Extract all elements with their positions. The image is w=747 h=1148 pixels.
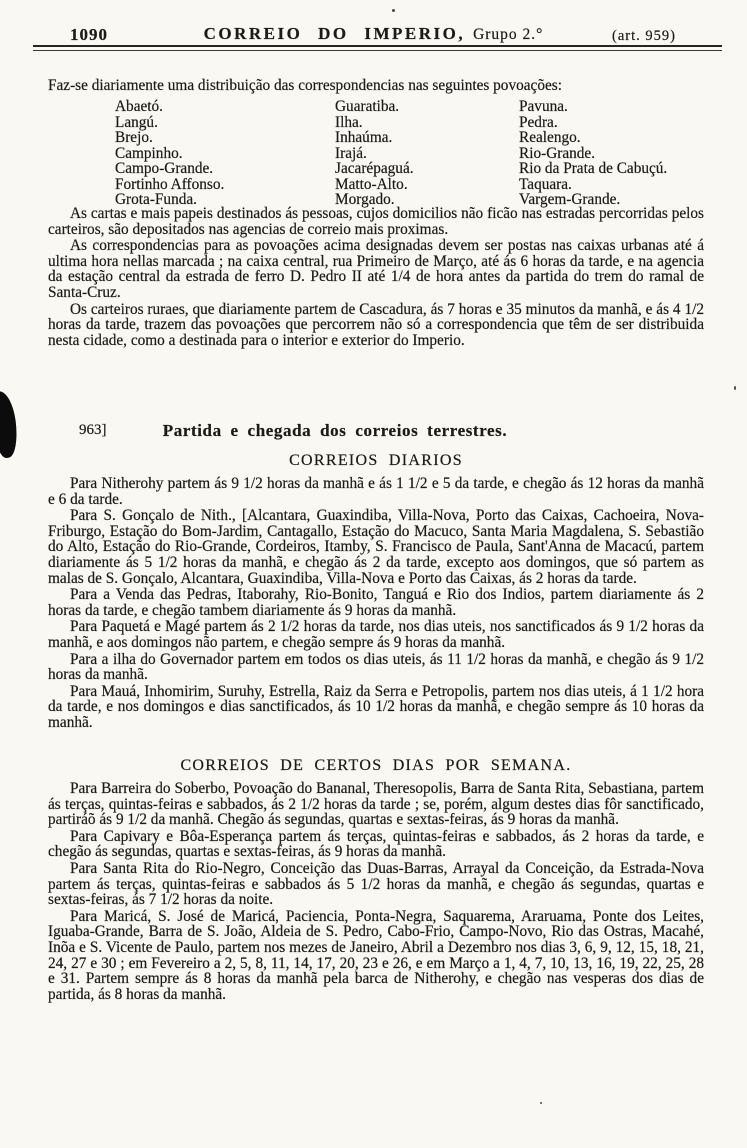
body-paragraph: Para Capivary e Bôa-Esperança partem ás terças, quintas-feiras e sabbados, ás 2 horas da tarde, e chegão ás segundas, quartas e sextas-feiras, ás 9 horas da manhã. (48, 827, 704, 861)
town-item: Inhaúma. (335, 129, 393, 147)
town-item: Pedra. (519, 113, 558, 131)
town-item: Langú. (115, 113, 158, 131)
body-paragraph: Para a ilha do Governador partem em todos os dias uteis, ás 11 1/2 horas da manhã, e chegão ás 9 1/2 horas da manhã. (48, 650, 704, 684)
town-item: Campo-Grande. (115, 160, 214, 178)
body-paragraph: Para Santa Rita do Rio-Negro, Conceição das Duas-Barras, Arrayal da Conceição, da Estrada-Nova partem ás terças, quintas-feiras e sabbados ás 5 1/2 horas da manhã, e chegão ás segundas, quartas e sextas-feiras, ás 7 1/2 horas da noite. (48, 859, 704, 909)
noise-speck (540, 1102, 542, 1104)
noise-speck (734, 386, 736, 390)
article-reference: (art. 959) (612, 28, 676, 44)
body-paragraph: Para Paquetá e Magé partem ás 2 1/2 horas da tarde, nos dias uteis, nos sanctificados ás 9 1/2 horas da manhã, e aos domingos não partem, e chegão sempre ás 9 horas da manhã. (48, 618, 704, 651)
header-double-rule (33, 45, 722, 51)
towns-column-2 (335, 99, 414, 208)
town-item: Ilha. (335, 113, 363, 131)
ink-blot-artifact (0, 390, 20, 459)
town-item: Abaetó. (115, 98, 163, 115)
body-paragraph: Para Nitherohy partem ás 9 1/2 horas da manhã e ás 1 1/2 e 5 da tarde, e chegão ás 12 horas da manhã e 6 da tarde. (48, 475, 704, 508)
town-item: Pavuna. (519, 98, 568, 115)
subheading-daily-mails: CORREIOS DIARIOS (289, 452, 463, 469)
body-paragraph: Para Maricá, S. José de Maricá, Paciencia, Ponta-Negra, Saquarema, Araruama, Ponte dos Leites, Iguaba-Grande, Barra de S. João, Aldeia de S. Pedro, Cabo-Frio, Campo-Novo, Rio das Ostras, Macahé, Inõa e S. Vicente de Paulo, partem nos mezes de Janeiro, Abril a Dezembro nos dias 3, 6, 9, 12, 15, 18, 21, 24, 27 e 30 ; em Fevereiro a 2, 5, 8, 11, 14, 17, 20, 23 e 26, e em Março a 1, 4, 7, 10, 13, 16, 19, 22, 25, 28 e 31. Partem sempre ás 8 horas da manhã pela barca de Nitherohy, e chegão nas vesperas dos dias de partida, ás 8 horas da manhã. (48, 907, 704, 1003)
town-item: Fortinho Affonso. (115, 175, 225, 193)
towns-list (48, 99, 704, 209)
town-item: Brejo. (115, 129, 153, 147)
intro-paragraph: Faz-se diariamente uma distribuição das correspondencias nas seguintes povoações: (48, 77, 562, 94)
body-paragraph: Os carteiros ruraes, que diariamente partem de Cascadura, ás 7 horas e 35 minutos da manhã, e ás 4 1/2 horas da tarde, trazem das povoações que percorrem não só a correspondencia que têm de ser distribuida nesta cidade, como a destinada para o interior e exterior do Imperio. (48, 300, 704, 349)
body-paragraph: As cartas e mais papeis destinados ás pessoas, cujos domicilios não ficão nas estradas percorridas pelos carteiros, são depositados nas agencias de correio mais proximas. (48, 205, 704, 238)
masthead-title: CORREIO DO IMPERIO, (203, 24, 466, 43)
town-item: Jacarépaguá. (335, 160, 414, 178)
town-item: Realengo. (519, 129, 581, 147)
body-paragraph: Para Mauá, Inhomirim, Suruhy, Estrella, Raiz da Serra e Petropolis, partem nos dias uteis, á 1 1/2 hora da tarde, e nos domingos e dias sanctificados, ás 10 1/2 horas da manhã, e chegão sempre ás 10 horas da manhã. (48, 682, 704, 731)
general-instructions (48, 206, 704, 349)
towns-column-1 (115, 99, 224, 208)
town-item: Taquara. (519, 175, 572, 193)
subheading-weekly-mails: CORREIOS DE CERTOS DIAS POR SEMANA. (180, 757, 572, 774)
body-paragraph: Para a Venda das Pedras, Itaborahy, Rio-Bonito, Tanguá e Rio dos Indios, partem diariamente ás 2 horas da tarde, e chegão tambem diariamente ás 9 horas da manhã. (48, 586, 704, 619)
town-item: Matto-Alto. (335, 175, 408, 193)
town-item: Vargem-Grande. (519, 191, 621, 209)
weekly-mails-paragraphs (48, 781, 704, 1003)
town-item: Rio da Prata de Cabuçú. (519, 160, 668, 178)
body-paragraph: Para S. Gonçalo de Nith., [Alcantara, Guaxindiba, Villa-Nova, Porto das Caixas, Cachoeira, Nova-Friburgo, Estação do Bom-Jardim, Cantagallo, Estação do Macuco, Santa Maria Magdalena, S. Sebastião do Alto, Estação do Rio-Grande, Cordeiros, Itamby, S. Francisco de Paula, Sant'Anna de Macacú, partem diariamente ás 5 1/2 horas da manhã, e chegão ás 2 da tarde, excepto aos domingos, que só partem as malas de S. Gonçalo, Alcantara, Guaxindiba, Villa-Nova e Porto das Caixas, ás 2 horas da tarde. (48, 507, 704, 587)
page-number: 1090 (70, 25, 108, 44)
body-paragraph: Para Barreira do Soberbo, Povoação do Bananal, Theresopolis, Barra de Santa Rita, Sebastiana, partem ás terças, quintas-feiras e sabbados, ás 2 1/2 horas da tarde ; se, porém, algum destes dias fôr sanctificado, partiráõ ás 9 1/2 da manhã. Chegão ás segundas, quartas e sextas-feiras, ás 9 horas da manhã. (48, 780, 704, 829)
body-paragraph: As correspondencias para as povoações acima designadas devem ser postas nas caixas urbanas até á ultima hora nellas marcada ; na caixa central, rua Primeiro de Março, até ás 6 horas da tarde, e na agencia da estação central da estrada de ferro D. Pedro II até 1/4 de hora antes da partida do trem do ramal de Santa-Cruz. (48, 237, 704, 301)
masthead-group-label: Grupo 2.° (473, 26, 544, 43)
town-item: Morgado. (335, 191, 395, 209)
daily-mails-paragraphs (48, 476, 704, 732)
section-ref-number: 963] (79, 422, 107, 438)
noise-speck (392, 9, 395, 12)
town-item: Grota-Funda. (115, 191, 197, 209)
town-item: Guaratiba. (335, 98, 400, 115)
town-item: Rio-Grande. (519, 144, 596, 162)
town-item: Irajá. (335, 144, 367, 162)
towns-column-3 (519, 99, 667, 208)
town-item: Campinho. (115, 144, 183, 162)
section-title: Partida e chegada dos correios terrestres. (162, 421, 508, 440)
section-heading-row (48, 421, 704, 443)
